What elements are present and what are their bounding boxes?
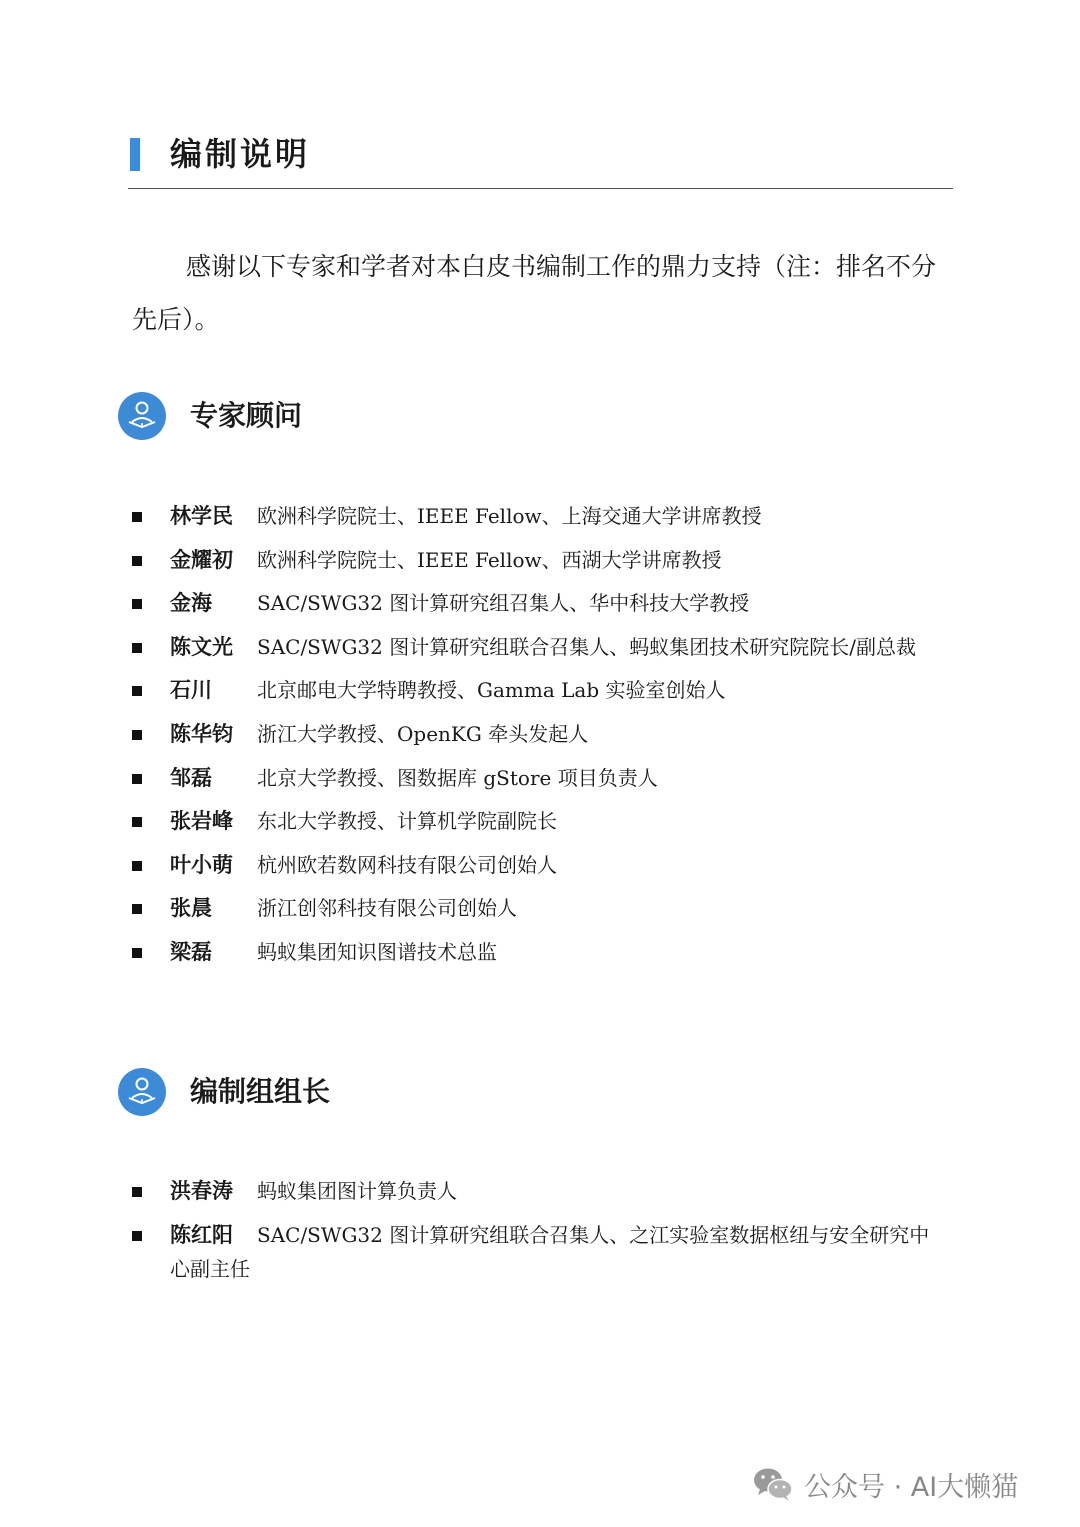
wechat-icon <box>752 1465 794 1503</box>
person-title: SAC/SWG32 图计算研究组联合召集人、蚂蚁集团技术研究院院长/副总裁 <box>257 634 916 659</box>
bullet <box>132 556 142 566</box>
list-item <box>132 761 962 805</box>
person-title-line: 心副主任 <box>170 1256 250 1281</box>
section-title-leaders: 编制组组长 <box>190 1075 331 1108</box>
watermark-text: 公众号 · AI大懒猫 <box>804 1471 1019 1503</box>
person-name: 金海 <box>170 591 212 616</box>
person-title: 浙江创邻科技有限公司创始人 <box>257 896 517 921</box>
list-item <box>132 1174 962 1218</box>
person-name: 金耀初 <box>170 547 233 572</box>
list-item <box>132 630 962 674</box>
list-item <box>132 891 962 935</box>
person-title: 北京邮电大学特聘教授、Gamma Lab 实验室创始人 <box>257 678 726 703</box>
person-name: 陈华钧 <box>170 721 233 746</box>
person-title: SAC/SWG32 图计算研究组召集人、华中科技大学教授 <box>257 591 750 616</box>
person-name: 陈红阳 <box>170 1222 233 1247</box>
person-name: 邹磊 <box>170 765 212 790</box>
bullet <box>132 730 142 740</box>
person-title-line: SAC/SWG32 图计算研究组联合召集人、之江实验室数据枢纽与安全研究中 <box>257 1222 930 1247</box>
bullet <box>132 512 142 522</box>
bullet <box>132 904 142 914</box>
person-title: 北京大学教授、图数据库 gStore 项目负责人 <box>257 765 658 790</box>
list-item <box>132 848 962 892</box>
person-name: 林学民 <box>170 504 233 528</box>
advisor-list <box>132 499 962 979</box>
person-name: 叶小萌 <box>170 852 233 877</box>
list-item <box>132 543 962 587</box>
person-name: 张晨 <box>170 896 212 921</box>
bullet <box>132 599 142 609</box>
list-item <box>132 586 962 630</box>
section-title-advisors: 专家顾问 <box>190 399 303 432</box>
intro-paragraph: 感谢以下专家和学者对本白皮书编制工作的鼎力支持（注：排名不分先后）。 <box>132 252 937 334</box>
leader-list <box>132 1174 962 1298</box>
person-title: 欧洲科学院院士、IEEE Fellow、上海交通大学讲席教授 <box>257 504 762 528</box>
list-item <box>132 1218 962 1298</box>
bullet <box>132 686 142 696</box>
list-item <box>132 673 962 717</box>
person-title: 蚂蚁集团图计算负责人 <box>257 1179 457 1203</box>
person-name: 梁磊 <box>170 939 212 964</box>
bullet <box>132 948 142 958</box>
person-name: 张岩峰 <box>170 809 233 834</box>
page-header <box>128 130 953 189</box>
reader-icon <box>118 1068 166 1116</box>
bullet <box>132 817 142 827</box>
person-title: 蚂蚁集团知识图谱技术总监 <box>257 939 497 964</box>
bullet <box>132 861 142 871</box>
bullet <box>132 774 142 784</box>
reader-icon <box>118 392 166 440</box>
person-title: 杭州欧若数网科技有限公司创始人 <box>257 852 557 877</box>
list-item <box>132 935 962 979</box>
watermark <box>752 1462 1018 1506</box>
person-name: 石川 <box>170 678 212 703</box>
person-name: 洪春涛 <box>170 1179 233 1203</box>
bullet <box>132 643 142 653</box>
person-title: 欧洲科学院院士、IEEE Fellow、西湖大学讲席教授 <box>257 547 722 572</box>
person-title: 浙江大学教授、OpenKG 牵头发起人 <box>257 721 589 746</box>
page-title: 编制说明 <box>170 135 311 173</box>
list-item <box>132 717 962 761</box>
list-item <box>132 499 962 543</box>
header-accent-bar <box>130 138 140 171</box>
list-item <box>132 804 962 848</box>
bullet <box>132 1187 142 1197</box>
bullet <box>132 1231 142 1241</box>
person-title: 东北大学教授、计算机学院副院长 <box>257 809 557 834</box>
person-name: 陈文光 <box>170 634 233 659</box>
